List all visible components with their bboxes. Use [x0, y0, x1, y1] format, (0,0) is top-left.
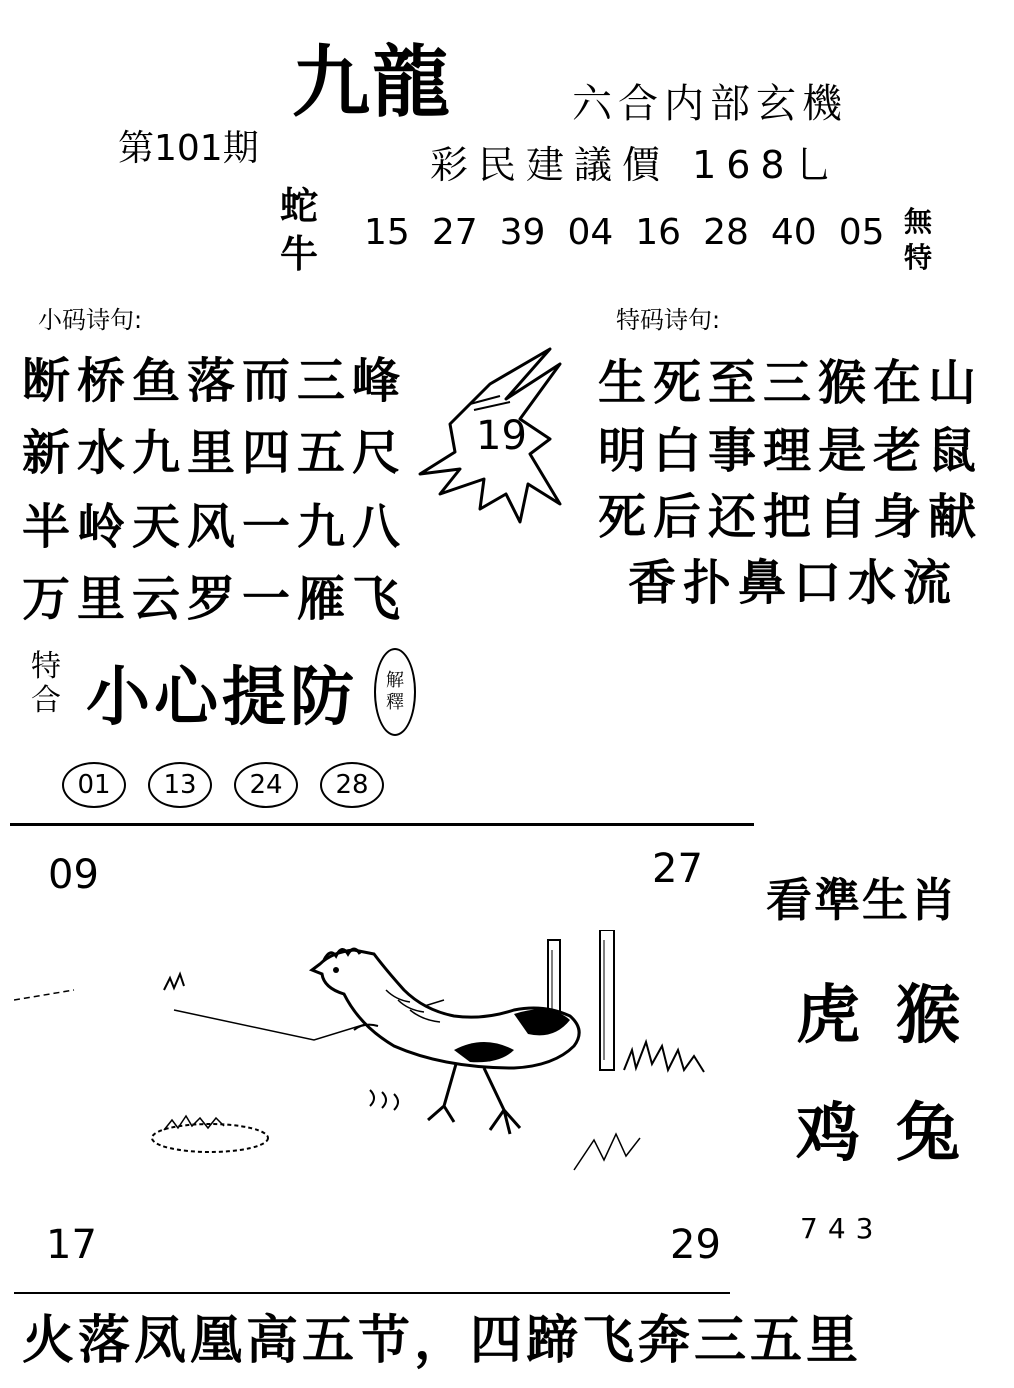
- zodiac-snake: 蛇: [279, 184, 318, 228]
- number-item: 05: [838, 212, 885, 253]
- number-item: 04: [567, 212, 614, 253]
- rooster-tail-drawing: [410, 344, 580, 538]
- hen-scene-illustration: [14, 930, 734, 1194]
- corner-number-top-left: 09: [48, 852, 99, 898]
- special-poem-line: 死后还把自身献: [598, 489, 984, 545]
- number-item: 40: [770, 212, 817, 253]
- bottom-slogan: 火落凤凰高五节，四蹄飞奔三五里: [22, 1311, 863, 1371]
- explain-seal: 解 釋: [374, 648, 416, 736]
- subtitle: 六合内部玄機: [572, 81, 848, 127]
- number-item: 39: [499, 212, 546, 253]
- number-row: [364, 212, 885, 253]
- special-poem-heading: 特码诗句:: [616, 306, 721, 334]
- divider: [14, 1292, 730, 1294]
- zodiac-pair: [276, 182, 322, 278]
- corner-number-top-right: 27: [652, 846, 703, 892]
- small-poem-line: 断桥鱼落而三峰: [22, 353, 408, 409]
- watch-zodiac-heading: 看準生肖: [766, 873, 958, 927]
- corner-number-bottom-right: 29: [670, 1222, 721, 1268]
- corner-number-bottom-left: 17: [46, 1222, 97, 1268]
- hen-icon: [14, 930, 734, 1190]
- pick-number-circle: 24: [234, 762, 298, 808]
- special-poem-line: 生死至三猴在山: [598, 355, 984, 411]
- special-poem-line: 明白事理是老鼠: [598, 423, 984, 479]
- pick-number-circle: 01: [62, 762, 126, 808]
- no-special-mark: 無 特: [903, 205, 932, 274]
- pick-numbers: [62, 762, 384, 808]
- small-poem-line: 半岭天风一九八: [22, 499, 408, 555]
- small-poem-line: 万里云罗一雁飞: [22, 571, 408, 627]
- rooster-tail-icon: [410, 344, 580, 534]
- divider: [10, 823, 754, 826]
- zodiac-pick-grid: [778, 964, 978, 1174]
- zodiac-pick-tiger: 虎: [796, 979, 860, 1053]
- pick-number-circle: 13: [148, 762, 212, 808]
- zodiac-ox: 牛: [279, 232, 318, 276]
- price-note: 彩民建議價 168乚: [430, 143, 843, 187]
- warning-text: 小心提防: [86, 661, 358, 735]
- number-item: 28: [703, 212, 749, 253]
- special-poem-line: 香扑鼻口水流: [628, 555, 959, 611]
- small-poem-heading: 小码诗句:: [38, 306, 143, 334]
- special-combo-label: 特 合: [31, 649, 61, 718]
- number-item: 16: [635, 212, 682, 253]
- pick-number-circle: 28: [320, 762, 384, 808]
- small-poem-line: 新水九里四五尺: [22, 425, 408, 481]
- zodiac-pick-monkey: 猴: [896, 979, 960, 1053]
- zodiac-pick-rabbit: 兔: [896, 1097, 960, 1171]
- number-item: 27: [431, 212, 478, 253]
- code-number: 743: [800, 1212, 884, 1245]
- number-item: 15: [364, 212, 410, 253]
- issue-number: 第101期: [118, 128, 259, 169]
- brand-title: 九龍: [292, 38, 453, 128]
- zodiac-pick-rooster: 鸡: [796, 1097, 860, 1171]
- rooster-number: 19: [476, 413, 527, 459]
